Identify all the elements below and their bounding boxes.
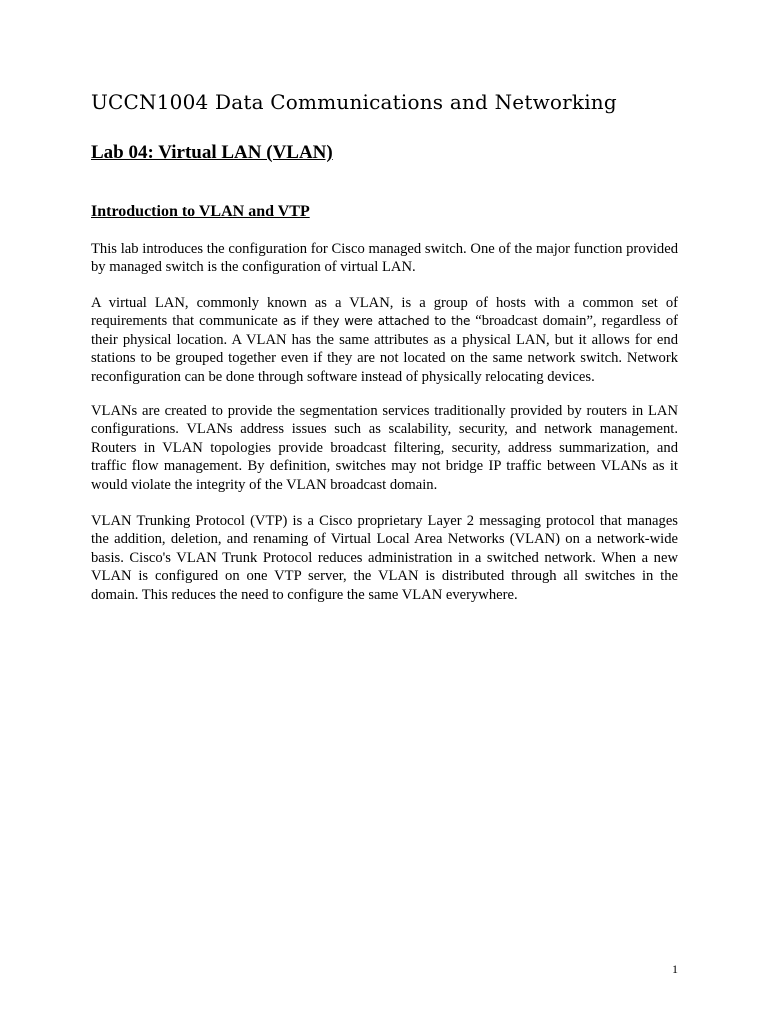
page-number: 1 — [672, 962, 678, 976]
section-title: Introduction to VLAN and VTP — [91, 203, 310, 220]
lab-title: Lab 04: Virtual LAN (VLAN) — [91, 142, 333, 163]
paragraph-vlan-definition-part2: “broadcast domain”, regardless of their physical location. A VLAN has the same attributes as a physical LAN, but it allows for end stations to be grouped together even if they are not located on the same network switch. Network reconfiguration can be done through software instead of physically relocating devices. — [91, 313, 678, 385]
paragraph-vlan-definition-sans-fragment: as if they were attached to the — [282, 314, 471, 329]
paragraph-vlan-definition-part1: A virtual LAN, commonly known as a VLAN, is a group of hosts with a common set of requirements that communicate — [91, 295, 678, 330]
paragraph-vlan-segmentation: VLANs are created to provide the segmentation services traditionally provided by routers in LAN configurations. VLANs address issues such as scalability, security, and network management. Routers in VLAN topologies provide broadcast filtering, security, address summarization, and traffic flow management. By definition, switches may not bridge IP traffic between VLANs as it would violate the integrity of the VLAN broadcast domain. — [91, 403, 678, 493]
paragraph-intro: This lab introduces the configuration for Cisco managed switch. One of the major function provided by managed switch is the configuration of virtual LAN. — [91, 241, 678, 276]
paragraph-vlan-definition — [91, 294, 678, 386]
paragraph-vtp: VLAN Trunking Protocol (VTP) is a Cisco proprietary Layer 2 messaging protocol that manages the addition, deletion, and renaming of Virtual Local Area Networks (VLAN) on a network-wide basis. Cisco's VLAN Trunk Protocol reduces administration in a switched network. When a new VLAN is configured on one VTP server, the VLAN is distributed through all switches in the domain. This reduces the need to configure the same VLAN everywhere. — [91, 513, 678, 603]
document-title: UCCN1004 Data Communications and Networking — [91, 90, 617, 114]
